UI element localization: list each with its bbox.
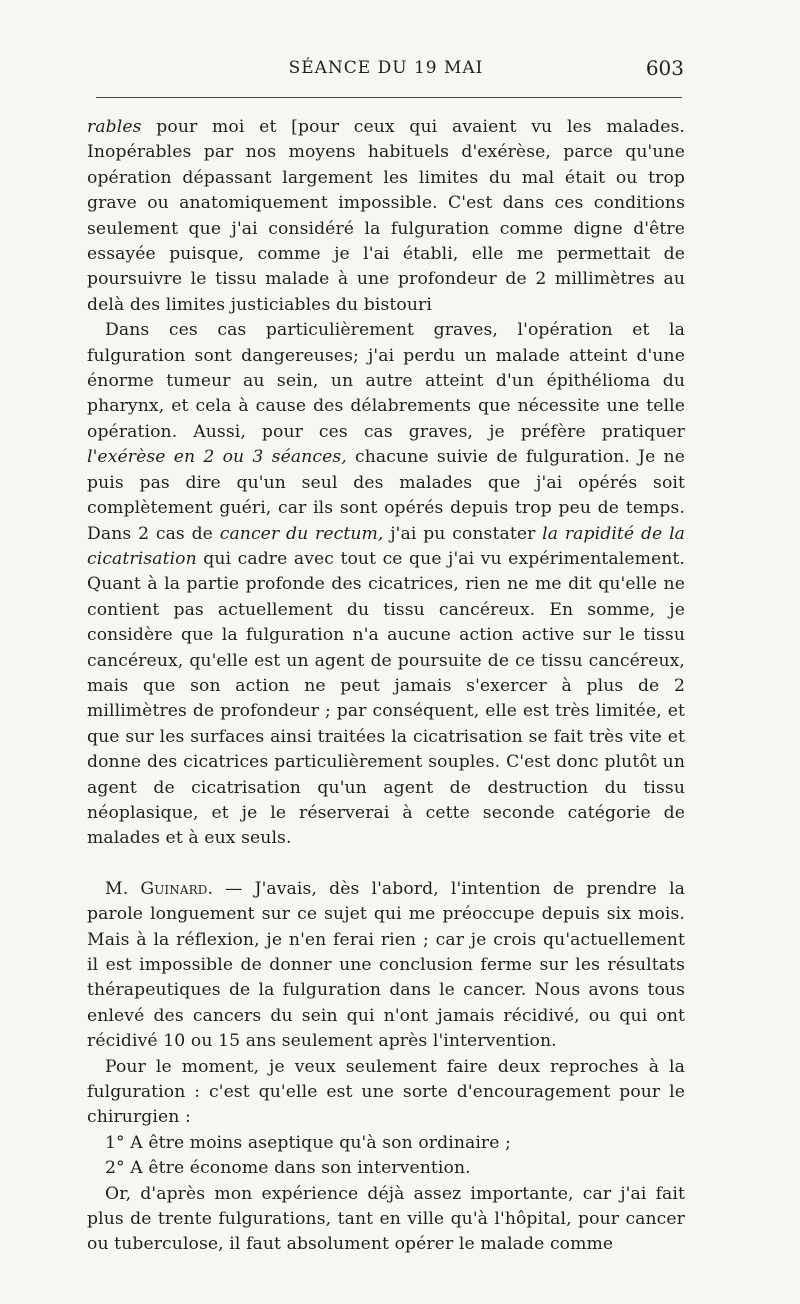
paragraph-speaker: [87, 877, 685, 1055]
list-item: [87, 1156, 685, 1181]
text-run: Or, d'après mon expérience déjà assez importante, car j'ai fait plus de trente fulgurations, tant en ville qu'à l'hôpital, pour cancer ou tuberculose, il faut absolument opérer le malade comme: [87, 1183, 685, 1255]
paragraph: [87, 1182, 685, 1258]
running-title: SÉANCE DU 19 MAI: [288, 58, 484, 78]
italic-text: rables: [87, 117, 142, 137]
text-run: Dans ces cas particulièrement graves, l'opération et la fulguration sont dangereuses; j'ai perdu un malade atteint d'une énorme tumeur au sein, un autre atteint d'un épithélioma du pharynx, et cela à cause des délabrements que nécessite une telle opération. Aussi, pour ces cas graves, je préfère pratiquer: [87, 320, 685, 442]
text-run: — J'avais, dès l'abord, l'intention de prendre la parole longuement sur ce sujet qui me préoccupe depuis six mois. Mais à la réflexion, je n'en ferai rien ; car je crois qu'actuellement il est impossible de donner une conclusion ferme sur les résultats thérapeutiques de la fulguration dans le cancer. Nous avons tous enlevé des cancers du sein qui n'ont jamais récidivé, ou qui ont récidivé 10 ou 15 ans seulement après l'intervention.: [87, 878, 686, 1052]
text-run: Pour le moment, je veux seulement faire deux reproches à la fulguration : c'est qu'elle est une sorte d'encouragement pour le chirurgien :: [87, 1056, 685, 1128]
header-rule: [96, 97, 682, 98]
list-item: [87, 1131, 685, 1156]
text-run: 2° A être économe dans son intervention.: [105, 1158, 471, 1179]
text-run: 1° A être moins aseptique qu'à son ordinaire ;: [105, 1132, 511, 1153]
running-header: [88, 58, 684, 88]
italic-text: cancer du rectum,: [219, 523, 384, 544]
text-run: chacune suivie de fulguration. Je ne puis pas dire qu'un seul des malades que j'ai opérés soit complètement guéri, car ils sont opérés depuis trop peu de temps. Dans 2 cas de: [87, 447, 685, 544]
text-run: j'ai pu constater: [383, 523, 543, 544]
italic-text: l'exérèse en 2 ou 3 séances,: [87, 447, 347, 468]
paragraph: [87, 1055, 685, 1131]
speaker-name: M. Guinard.: [105, 878, 214, 899]
text-run: pour moi et [pour ceux qui avaient vu les malades. Inopérables par nos moyens habituels d'exérèse, parce qu'une opération dépassant largement les limites du mal était ou trop grave ou anatomiquement impossible. C'est dans ces conditions seulement que j'ai considéré la fulguration comme digne d'être essayée puisque, comme je l'ai établi, elle me permettait de poursuivre le tissu malade à une profondeur de 2 millimètres au delà des limites justiciables du bistouri: [87, 117, 685, 315]
body-text: [87, 115, 685, 1258]
page-number: 603: [645, 56, 684, 80]
italic-text: la rapidité de la cicatrisation: [87, 523, 686, 569]
paragraph: [87, 318, 685, 852]
paragraph: [87, 115, 685, 318]
text-run: qui cadre avec tout ce que j'ai vu expérimentalement. Quant à la partie profonde des cicatrices, rien ne me dit qu'elle ne contient pas actuellement du tissu cancéreux. En somme, je considère que la fulguration n'a aucune action active sur le tissu cancéreux, qu'elle est un agent de poursuite de ce tissu cancéreux, mais que son action ne peut jamais s'exercer à plus de 2 millimètres de profondeur ; par conséquent, elle est très limitée, et que sur les surfaces ainsi traitées la cicatrisation se fait très vite et donne des cicatrices particulièrement souples. C'est donc plutôt un agent de cicatrisation qu'un agent de destruction du tissu néoplasique, et je le réserverai à cette seconde catégorie de malades et à eux seuls.: [87, 548, 685, 849]
